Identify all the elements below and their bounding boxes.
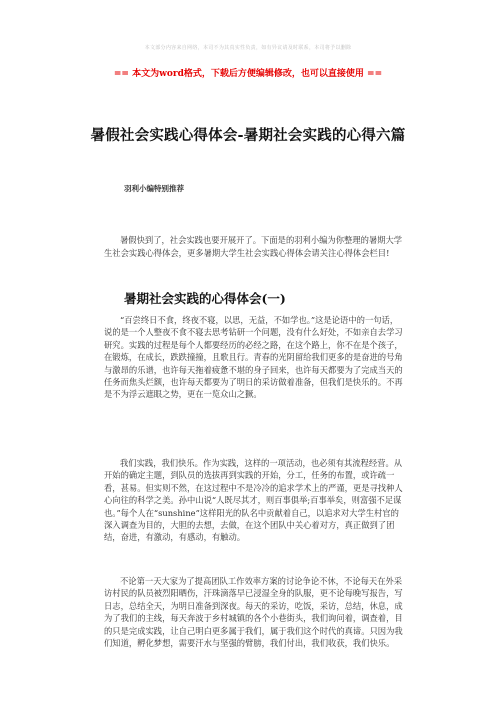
intro-paragraph: 暑假快到了，社会实践也要开展开了。下面是的羽利小编为你整理的暑期大学生社会实践心得体会，更多暑期大学生社会实践心得体会请关注心得体会栏目! bbox=[104, 235, 403, 258]
section-heading: 暑期社会实践的心得体会(一) bbox=[124, 291, 286, 306]
body-paragraph-2: 我们实践，我们快乐。作为实践，这样的一项活动，也必须有其流程经营。从开始的确定主题，到队员的选拔再到实践的开始，分工，任务的布置，或许疏一看，甚易。但实则不然，在这过程中不是冷冷的追求学术上的严谨，更是寻找种人心向往的科学之美。孙中山说“人既尽其才，则百事俱举;百事举矣，则富强不足谋也。”每个人在“sunshine”这样阳光的队名中贡献着自己，以追求对大学生村官的深入调查为目的，大胆的去想，去做，在这个团队中关心着对方，真正做到了团结，奋进，有激动，有感动，有触动。 bbox=[104, 458, 403, 543]
document-title: 暑假社会实践心得体会-暑期社会实践的心得六篇 bbox=[90, 127, 406, 144]
body-paragraph-3: 不论第一天大家为了提高团队工作效率方案的讨论争论不休，不论每天在外采访村民的队员被烈阳晒伤，汗珠滴落早已浸湿全身的队服，更不论每晚写报告，写日志，总结全天，为明日准备到深夜。每天的采访，吃饭，采访，总结，休息，成为了我们的主线，每天奔波于乡村城镇的各个小巷街头，我们询问着，调查着，目的只是完成实践，让自己明白更多属于我们，属于我们这个时代的真谛。只因为我们知道，孵化梦想，需要汗水与坚强的臂膀，我们付出，我们收获，我们快乐。 bbox=[104, 576, 403, 649]
format-notice: == 本文为word格式，下载后方便编辑修改，也可以直接使用 == bbox=[113, 69, 383, 79]
disclaimer-text: 本文部分内容来自网络，本司不为其真实性负责，如有异议请及时联系，本司将予以删除 bbox=[144, 45, 352, 51]
body-paragraph-1: “百尝终日不食，终夜不寝，以思，无益，不如学也。”这是论语中的一句话，说的是一个人整夜不食不寝去思考钻研一个问题，没有什么好处，不如亲自去学习研究。实践的过程是每个人都要经历的必经之路，在这个路上，你不在是个孩子，在锻炼，在成长，跌跌撞撞，且歌且行。青春的光阴留给我们更多的是奋进的号角与激昂的乐谱，也许每天拖着疲惫不堪的身子回来，也许每天都要为了完成当天的任务而焦头烂额，也许每天都要为了明日的采访做着准备，但我们是快乐的。不再是不为浮云遮眼之势，更在一览众山之獗。 bbox=[104, 315, 403, 400]
author-line: 羽利小编特别推荐 bbox=[124, 184, 184, 193]
